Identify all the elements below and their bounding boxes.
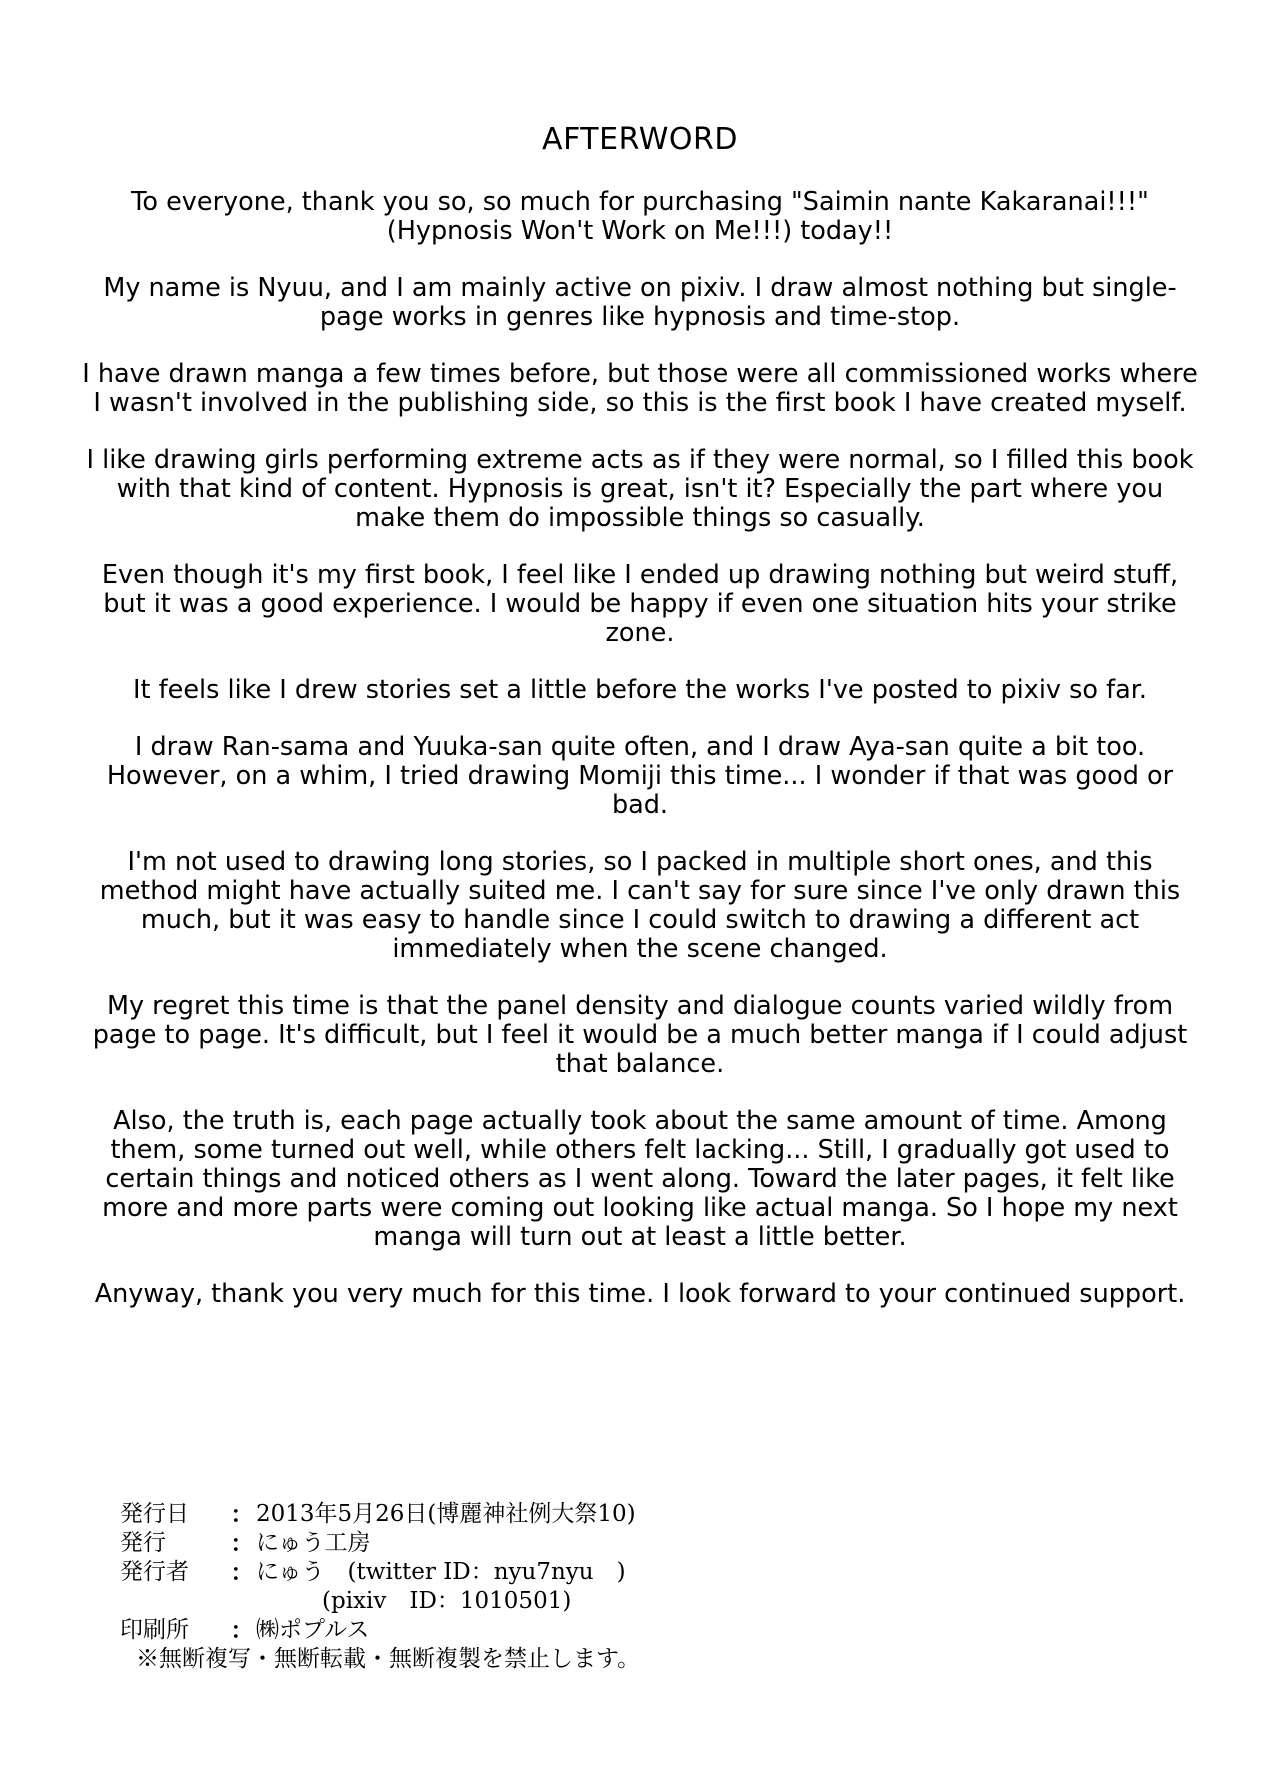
colophon-author-pixiv-row	[120, 1587, 1120, 1616]
author-value: にゅう (twitter ID：nyu7nyu )	[256, 1559, 626, 1585]
colon: ：	[230, 1559, 254, 1586]
colophon-publisher-row	[120, 1529, 1120, 1558]
afterword-paragraph: My name is Nyuu, and I am mainly active on pixiv. I draw almost nothing but single-page works in genres like hypnosis and time-stop.	[103, 273, 1177, 332]
publisher-value: にゅう工房	[256, 1530, 371, 1556]
printer-label: 印刷所	[120, 1617, 189, 1643]
printer-value: ㈱ポプルス	[256, 1617, 370, 1643]
afterword-title: AFTERWORD	[542, 122, 738, 157]
afterword-paragraph: My regret this time is that the panel density and dialogue counts varied wildly from page to page. It's difficult, but I feel it would be a much better manga if I could adjust that balance.	[92, 991, 1188, 1079]
colophon	[120, 1500, 1120, 1674]
afterword-paragraph: To everyone, thank you so, so much for purchasing "Saimin nante Kakaranai!!!" (Hypnosis Won't Work on Me!!!) today!!	[131, 187, 1149, 246]
afterword-paragraph: It feels like I drew stories set a little before the works I've posted to pixiv so far.	[133, 675, 1147, 705]
colophon-author-row	[120, 1558, 1120, 1587]
afterword-paragraph: Also, the truth is, each page actually took about the same amount of time. Among them, some turned out well, while others felt lacking... Still, I gradually got used to certain things and noticed others as I went along. Toward the later pages, it felt like more and more parts were coming out looking like actual manga. So I hope my next manga will turn out at least a little better.	[102, 1106, 1178, 1252]
afterword-paragraph: Even though it's my first book, I feel like I ended up drawing nothing but weird stuff, but it was a good experience. I would be happy if even one situation hits your strike zone.	[101, 560, 1179, 648]
afterword-paragraph: I draw Ran-sama and Yuuka-san quite often, and I draw Aya-san quite a bit too. However, on a whim, I tried drawing Momiji this time... I wonder if that was good or bad.	[106, 732, 1174, 820]
issue-date-label: 発行日	[120, 1501, 189, 1527]
colon: ：	[230, 1501, 254, 1528]
copyright-notice: ※無断複写・無断転載・無断複製を禁止します。	[136, 1646, 641, 1672]
afterword-paragraph: I have drawn manga a few times before, but those were all commissioned works where I wasn't involved in the publishing side, so this is the first book I have created myself.	[82, 359, 1198, 418]
issue-date-value: 2013年5月26日(博麗神社例大祭10)	[256, 1501, 636, 1527]
author-pixiv-id: (pixiv ID：1010501)	[322, 1588, 572, 1614]
colophon-issue-date-row	[120, 1500, 1120, 1529]
afterword-paragraph: I'm not used to drawing long stories, so I packed in multiple short ones, and this method might have actually suited me. I can't say for sure since I've only drawn this much, but it was easy to handle since I could switch to drawing a different act immediately when the scene changed.	[99, 847, 1181, 964]
afterword-section	[60, 122, 1220, 1337]
publisher-label: 発行	[120, 1530, 166, 1556]
colophon-printer-row	[120, 1616, 1120, 1645]
afterword-paragraph: Anyway, thank you very much for this time. I look forward to your continued support.	[94, 1279, 1186, 1309]
afterword-paragraph: I like drawing girls performing extreme acts as if they were normal, so I filled this book with that kind of content. Hypnosis is great, isn't it? Especially the part where you make them do impossible things so casually.	[86, 445, 1194, 533]
colon: ：	[230, 1530, 254, 1557]
colon: ：	[230, 1617, 254, 1644]
author-label: 発行者	[120, 1559, 189, 1585]
